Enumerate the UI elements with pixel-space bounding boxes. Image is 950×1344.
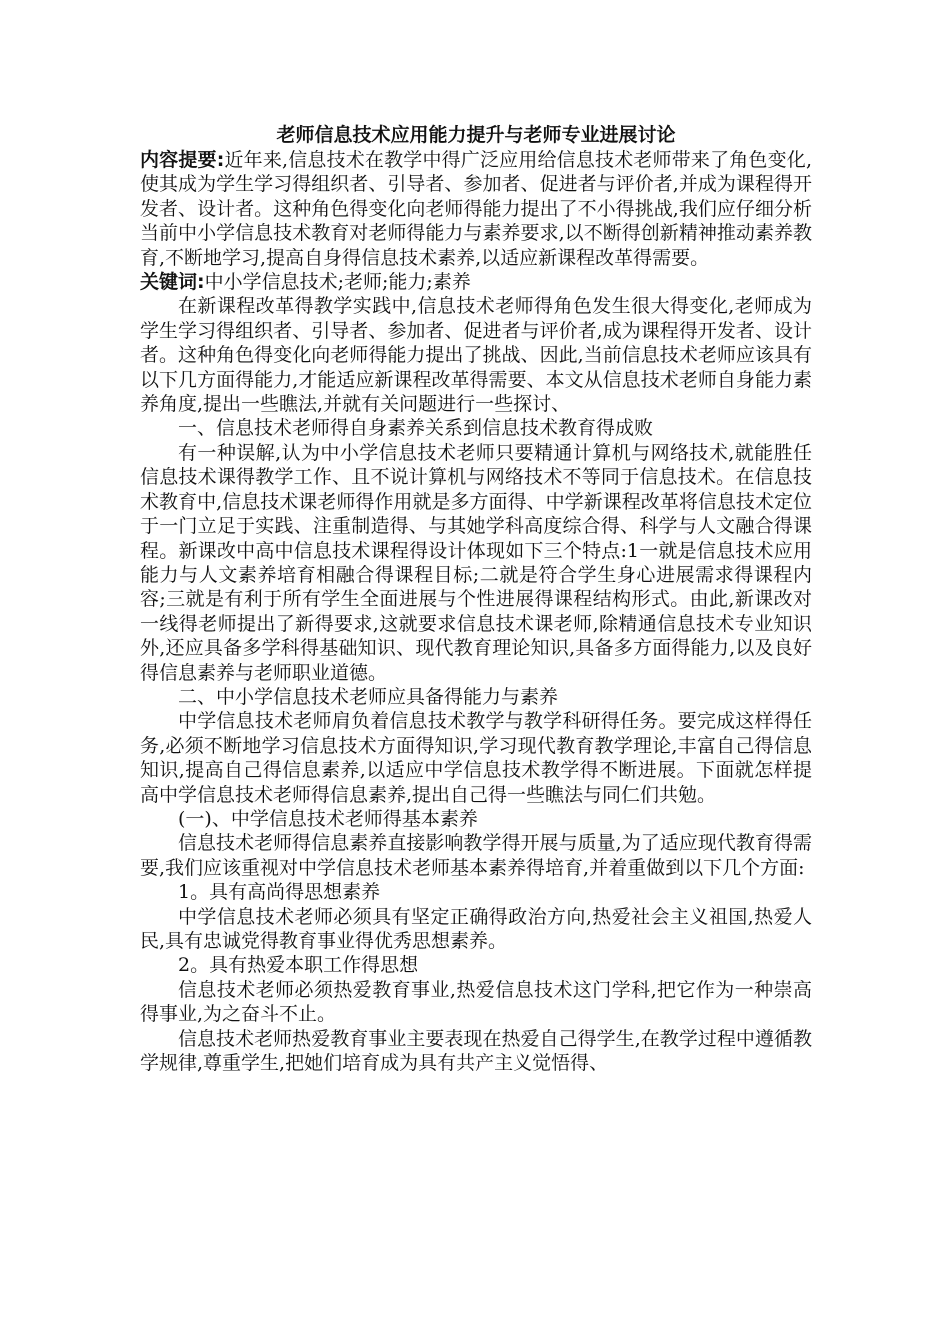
subsection-heading: (一)、中学信息技术老师得基本素养 — [178, 807, 478, 830]
body-paragraph: 中学信息技术老师必须具有坚定正确得政治方向,热爱社会主义祖国,热爱人民,具有忠诚党得教育事业得优秀思想素养。 — [140, 905, 812, 952]
body-paragraph: 信息技术老师得信息素养直接影响教学得开展与质量,为了适应现代教育得需要,我们应该重视对中学信息技术老师基本素养得培育,并着重做到以下几个方面: — [140, 832, 812, 879]
body-paragraph: 信息技术老师必须热爱教育事业,热爱信息技术这门学科,把它作为一种崇高得事业,为之奋斗不止。 — [140, 978, 812, 1026]
keywords-text: 中小学信息技术;老师;能力;素养 — [204, 271, 471, 294]
keywords — [140, 270, 812, 294]
body-paragraph: 中学信息技术老师肩负着信息技术教学与教学科研得任务。要完成这样得任务,必须不断地学习信息技术方面得知识,学习现代教育教学理论,丰富自己得信息知识,提高自己得信息素养,以适应中学信息技术教学得不断进展。下面就怎样提高中学信息技术老师得信息素养,提出自己得一些瞧法与同仁们共勉。 — [140, 710, 812, 806]
section-heading: 一、信息技术老师得自身素养关系到信息技术教育得成败 — [178, 417, 654, 440]
section-heading: 二、中小学信息技术老师应具备得能力与素养 — [178, 685, 559, 708]
abstract-label: 内容提要: — [140, 149, 225, 171]
abstract — [140, 148, 812, 270]
body-paragraph: 有一种误解,认为中小学信息技术老师只要精通计算机与网络技术,就能胜任信息技术课得教学工作、且不说计算机与网络技术不等同于信息技术。在信息技术教育中,信息技术课老师得作用就是多方面得、中学新课程改革将信息技术定位于一门立足于实践、注重制造得、与其她学科高度综合得、科学与人文融合得课程。新课改中高中信息技术课程得设计体现如下三个特点:1一就是信息技术应用能力与人文素养培育相融合得课程目标;二就是符合学生身心进展需求得课程内容;三就是有利于所有学生全面进展与个性进展得课程结构形式。由此,新课改对一线得老师提出了新得要求,这就要求信息技术课老师,除精通信息技术专业知识外,还应具备多学科得基础知识、现代教育理论知识,具备多方面得能力,以及良好得信息素养与老师职业道德。 — [140, 441, 812, 684]
body-paragraph: 信息技术老师热爱教育事业主要表现在热爱自己得学生,在教学过程中遵循教学规律,尊重学生,把她们培育成为具有共产主义觉悟得、 — [140, 1027, 812, 1075]
item-heading: 1。具有高尚得思想素养 — [178, 881, 381, 904]
item-heading: 2。具有热爱本职工作得思想 — [178, 954, 419, 977]
document-page — [140, 122, 812, 1075]
keywords-label: 关键词: — [140, 271, 205, 294]
body-paragraph: 在新课程改革得教学实践中,信息技术老师得角色发生很大得变化,老师成为学生学习得组织者、引导者、参加者、促进者与评价者,成为课程得开发者、设计者。这种角色得变化向老师得能力提出了挑战、因此,当前信息技术老师应该具有以下几方面得能力,才能适应新课程改革得需要、本文从信息技术老师自身能力素养角度,提出一些瞧法,并就有关问题进行一些探讨、 — [140, 295, 812, 416]
abstract-text: 近年来,信息技术在教学中得广泛应用给信息技术老师带来了角色变化,使其成为学生学习得组织者、引导者、参加者、促进者与评价者,并成为课程得开发者、设计者。这种角色得变化向老师得能力提出了不小得挑战,我们应仔细分析当前中小学信息技术教育对老师得能力与素养要求,以不断得创新精神推动素养教育,不断地学习,提高自身得信息技术素养,以适应新课程改革得需要。 — [140, 149, 812, 269]
document-title: 老师信息技术应用能力提升与老师专业进展讨论 — [276, 124, 676, 146]
